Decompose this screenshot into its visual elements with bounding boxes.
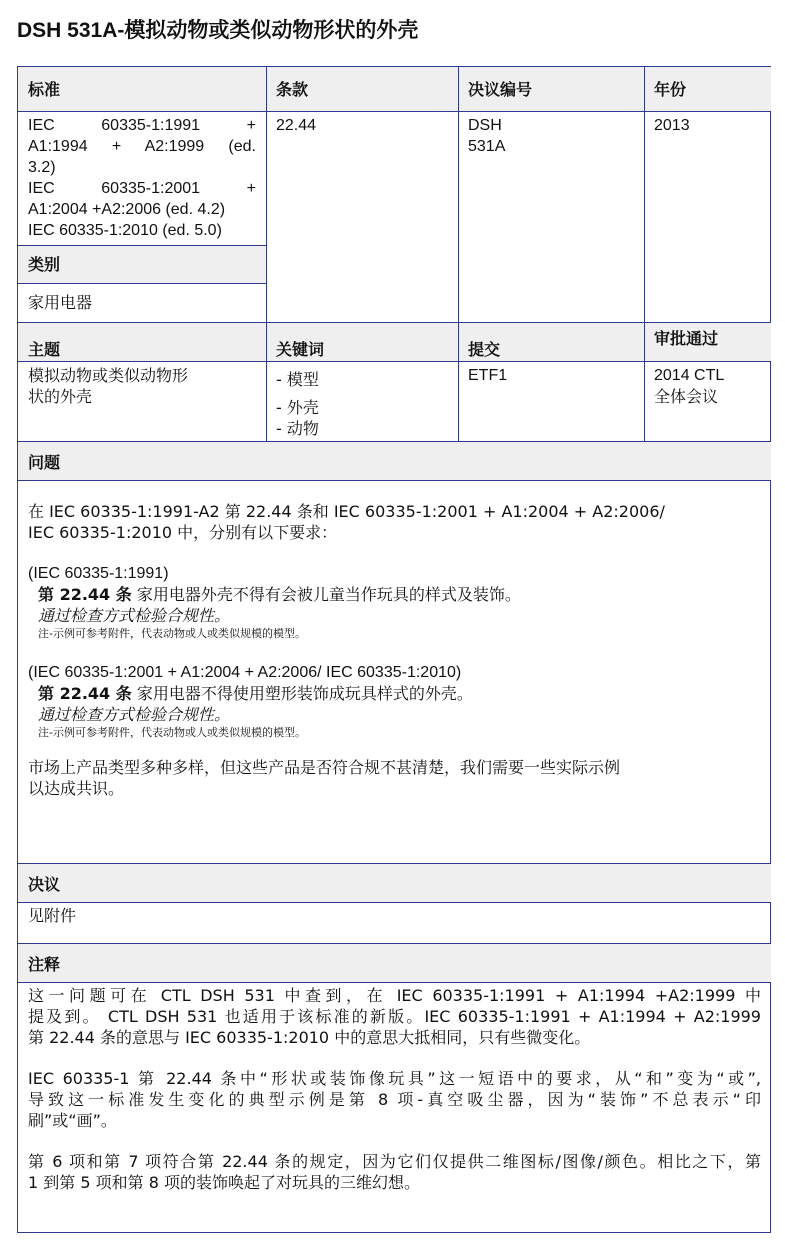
- divider: [18, 322, 771, 323]
- decision-value: 见附件: [28, 906, 77, 925]
- header-standard: 标准: [18, 67, 266, 111]
- standard-line-2a: IEC 60335-1:2001 +: [28, 180, 256, 197]
- standard-line-1c: 3.2): [28, 159, 56, 176]
- notes-p2-line-3: 刷”或“画”。: [28, 1111, 117, 1130]
- divider: [644, 67, 645, 441]
- version-1-clause: 第 22.44 条 家用电器外壳不得有会被儿童当作玩具的样式及装饰。: [38, 585, 521, 604]
- version-1-note: 注-示例可参考附件，代表动物或人或类似规模的模型。: [38, 627, 306, 640]
- version-2-heading: (IEC 60335-1:2001 + A1:2004 + A2:2006/ IEC 60335-1:2010): [28, 664, 462, 681]
- approved-line-2: 全体会议: [654, 387, 719, 406]
- header-notes: 注释: [18, 944, 771, 982]
- question-intro-line-2: IEC 60335-1:2010 中，分别有以下要求：: [28, 523, 338, 542]
- keyword-item: - 模型: [276, 370, 319, 389]
- header-clause: 条款: [266, 67, 458, 111]
- year-value: 2013: [654, 117, 690, 134]
- keywords-value: [266, 362, 458, 441]
- standard-cell: [18, 112, 266, 245]
- notes-p1-line-2: 提及到。 CTL DSH 531 也适用于该标准的新版。IEC 60335-1:1991 + A1:1994 + A2:1999: [28, 1007, 761, 1026]
- divider: [18, 361, 771, 362]
- notes-body: [18, 983, 771, 1233]
- notes-p3-line-1: 第 6 项和第 7 项符合第 22.44 条的规定，因为它们仅提供二维图标/图像/颜色。相比之下，第: [28, 1152, 761, 1171]
- divider: [18, 902, 771, 903]
- header-year: 年份: [644, 67, 771, 111]
- decision-no-value: [458, 112, 644, 322]
- divider: [458, 67, 459, 441]
- version-2-note: 注-示例可参考附件，代表动物或人或类似规模的模型。: [38, 726, 306, 739]
- version-2-check: 通过检查方式检验合规性。: [38, 705, 231, 724]
- version-1-check: 通过检查方式检验合规性。: [38, 606, 231, 625]
- divider: [18, 111, 771, 112]
- notes-p1-line-1: 这一问题可在 CTL DSH 531 中查到，在 IEC 60335-1:1991 + A1:1994 +A2:1999 中: [28, 986, 761, 1005]
- subject-value: [18, 362, 266, 441]
- approved-line-1: 2014 CTL: [654, 367, 725, 384]
- header-decision-no: 决议编号: [458, 67, 644, 111]
- divider: [18, 245, 266, 246]
- notes-p3-line-2: 1 到第 5 项和第 8 项的装饰唤起了对玩具的三维幻想。: [28, 1173, 420, 1192]
- divider: [18, 441, 771, 442]
- standard-line-1b: A1:1994 + A2:1999 (ed.: [28, 138, 256, 155]
- keyword-item: - 动物: [276, 419, 319, 438]
- header-category: 类别: [18, 245, 266, 283]
- question-intro-line-1: 在 IEC 60335-1:1991-A2 第 22.44 条和 IEC 60335-1:2001 + A1:2004 + A2:2006/: [28, 502, 665, 521]
- header-question: 问题: [18, 442, 771, 480]
- decision-no-line-1: DSH: [468, 117, 502, 134]
- divider: [18, 863, 771, 864]
- standard-line-2b: A1:2004 +A2:2006 (ed. 4.2): [28, 201, 226, 218]
- market-line-2: 以达成共识。: [28, 779, 125, 798]
- page-title: DSH 531A-模拟动物或类似动物形状的外壳: [17, 19, 419, 42]
- resolution-table: [17, 66, 771, 1233]
- header-submitted: 提交: [458, 323, 644, 361]
- notes-p2-line-2: 导致这一标准发生变化的典型示例是第 8 项-真空吸尘器，因为“装饰”不总表示“印: [28, 1090, 761, 1109]
- clause-value: 22.44: [276, 117, 317, 134]
- version-1-heading: (IEC 60335-1:1991): [28, 565, 169, 582]
- standard-line-3: IEC 60335-1:2010 (ed. 5.0): [28, 222, 222, 239]
- divider: [18, 480, 771, 481]
- decision-no-line-2: 531A: [468, 138, 506, 155]
- question-body: [18, 481, 771, 863]
- standard-line-1a: IEC 60335-1:1991 +: [28, 117, 256, 134]
- approved-value: [644, 362, 771, 441]
- subject-line-2: 状的外壳: [28, 387, 93, 406]
- subject-line-1: 模拟动物或类似动物形: [28, 366, 189, 385]
- header-subject: 主题: [18, 323, 266, 361]
- divider: [18, 943, 771, 944]
- keyword-item: - 外壳: [276, 398, 319, 417]
- divider: [18, 283, 266, 284]
- header-approved: 审批通过: [644, 323, 771, 361]
- header-keywords: 关键词: [266, 323, 458, 361]
- category-value: 家用电器: [28, 293, 93, 312]
- notes-p1-line-3: 第 22.44 条的意思与 IEC 60335-1:2010 中的意思大抵相同，只有些微变化。: [28, 1028, 591, 1047]
- header-decision: 决议: [18, 864, 771, 902]
- notes-p2-line-1: IEC 60335-1 第 22.44 条中“形状或装饰像玩具”这一短语中的要求，从“和”变为“或”,: [28, 1069, 761, 1088]
- market-line-1: 市场上产品类型多种多样，但这些产品是否符合规不甚清楚，我们需要一些实际示例: [28, 758, 621, 777]
- submitted-value: ETF1: [468, 367, 508, 384]
- divider: [18, 982, 771, 983]
- divider: [266, 67, 267, 441]
- version-2-clause: 第 22.44 条 家用电器不得使用塑形装饰成玩具样式的外壳。: [38, 684, 473, 703]
